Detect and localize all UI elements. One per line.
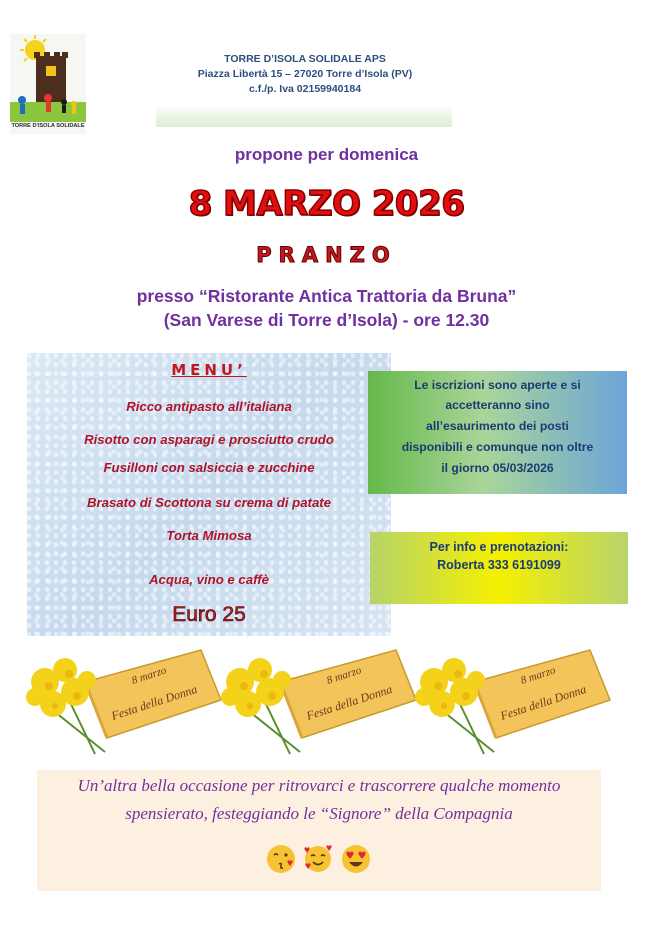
registration-line: disponibili e comunque non oltre bbox=[401, 440, 594, 454]
heart-eyes-emoji-icon bbox=[341, 844, 371, 874]
registration-line: all’esaurimento dei posti bbox=[426, 419, 569, 433]
logo bbox=[10, 34, 86, 134]
intro-text: propone per domenica bbox=[234, 145, 419, 164]
menu-price: Euro 25 bbox=[172, 603, 246, 626]
menu-item: Fusilloni con salsiccia e zucchine bbox=[103, 460, 315, 475]
closing-line: Un’altra bella occasione per ritrovarci e trascorrere qualche momento bbox=[77, 776, 561, 795]
registration-line: Le iscrizioni sono aperte e si bbox=[414, 378, 581, 392]
org-name: TORRE D’ISOLA SOLIDALE APS bbox=[224, 53, 386, 65]
org-tax-code: c.f./p. Iva 02159940184 bbox=[248, 83, 362, 95]
banner-caption: Festa della Donna bbox=[109, 681, 199, 723]
logo-graphic bbox=[10, 34, 86, 134]
banner-caption: Festa della Donna bbox=[304, 681, 394, 723]
banner-date: 8 marzo bbox=[325, 664, 363, 687]
menu-item: Ricco antipasto all’italiana bbox=[126, 399, 292, 414]
smiling-face-with-hearts-icon bbox=[303, 844, 333, 874]
org-address: Piazza Libertà 15 – 27020 Torre d’Isola (PV) bbox=[197, 68, 413, 80]
registration-box bbox=[368, 371, 627, 494]
closing-line: spensierato, festeggiando le “Signore” della Compagnia bbox=[125, 804, 513, 823]
menu-item: Brasato di Scottona su crema di patate bbox=[86, 495, 332, 510]
venue-name: presso “Ristorante Antica Trattoria da Bruna” bbox=[136, 286, 517, 306]
kiss-emoji-icon bbox=[266, 844, 296, 874]
banner-date: 8 marzo bbox=[130, 664, 168, 687]
info-contact: Roberta 333 6191099 bbox=[437, 558, 561, 572]
festa-donna-banner bbox=[25, 642, 223, 760]
info-label: Per info e prenotazioni: bbox=[429, 540, 569, 554]
organization-header bbox=[160, 52, 450, 97]
header-divider bbox=[156, 104, 452, 127]
info-box bbox=[370, 532, 628, 604]
registration-line: accetteranno sino bbox=[445, 398, 550, 412]
banner-caption: Festa della Donna bbox=[498, 681, 588, 723]
menu-box bbox=[27, 353, 391, 636]
festa-donna-banner bbox=[220, 642, 418, 760]
event-type: PRANZO bbox=[256, 243, 397, 267]
registration-line: il giorno 05/03/2026 bbox=[441, 461, 554, 475]
menu-item: Risotto con asparagi e prosciutto crudo bbox=[84, 432, 334, 447]
festa-donna-banner bbox=[414, 642, 612, 760]
menu-title: MENU’ bbox=[171, 361, 247, 379]
event-venue bbox=[0, 284, 653, 332]
logo-caption: TORRE D'ISOLA SOLIDALE bbox=[11, 123, 85, 129]
menu-item: Torta Mimosa bbox=[166, 528, 252, 543]
event-date: 8 MARZO 2026 bbox=[188, 184, 465, 224]
menu-item: Acqua, vino e caffè bbox=[149, 572, 269, 587]
venue-place-time: (San Varese di Torre d’Isola) - ore 12.30 bbox=[163, 310, 490, 330]
banner-date: 8 marzo bbox=[519, 664, 557, 687]
